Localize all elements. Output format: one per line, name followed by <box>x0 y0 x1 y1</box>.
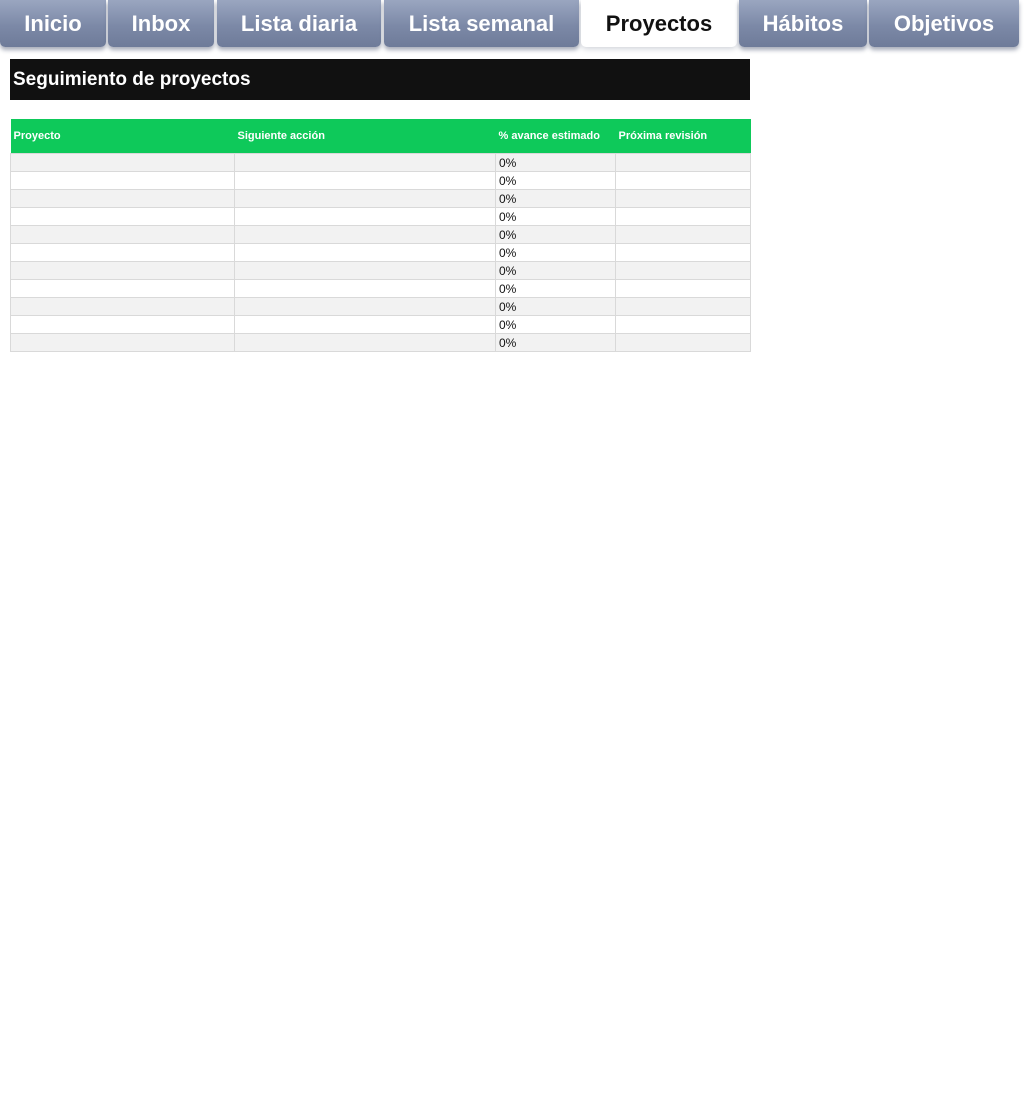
cell-avance[interactable]: 0% <box>496 334 616 352</box>
cell-proyecto[interactable] <box>11 226 235 244</box>
header-siguiente-accion: Siguiente acción <box>235 119 496 154</box>
table-row <box>11 208 751 226</box>
cell-proyecto[interactable] <box>11 244 235 262</box>
cell-proxima-revision[interactable] <box>616 208 751 226</box>
page-title: Seguimiento de proyectos <box>10 59 750 100</box>
tab-bar <box>0 0 1024 50</box>
cell-proxima-revision[interactable] <box>616 298 751 316</box>
table-row <box>11 298 751 316</box>
cell-proyecto[interactable] <box>11 298 235 316</box>
cell-proyecto[interactable] <box>11 172 235 190</box>
table-row <box>11 154 751 172</box>
tab-lista-diaria[interactable]: Lista diaria <box>217 0 381 47</box>
table-row <box>11 334 751 352</box>
tab-lista-semanal[interactable]: Lista semanal <box>384 0 579 47</box>
cell-proxima-revision[interactable] <box>616 334 751 352</box>
table-row <box>11 244 751 262</box>
cell-siguiente-accion[interactable] <box>235 334 496 352</box>
cell-siguiente-accion[interactable] <box>235 208 496 226</box>
header-proxima-revision: Próxima revisión <box>616 119 751 154</box>
cell-avance[interactable]: 0% <box>496 316 616 334</box>
cell-proyecto[interactable] <box>11 208 235 226</box>
cell-proxima-revision[interactable] <box>616 244 751 262</box>
cell-proxima-revision[interactable] <box>616 316 751 334</box>
cell-siguiente-accion[interactable] <box>235 226 496 244</box>
table-row <box>11 172 751 190</box>
cell-avance[interactable]: 0% <box>496 298 616 316</box>
cell-avance[interactable]: 0% <box>496 226 616 244</box>
cell-siguiente-accion[interactable] <box>235 190 496 208</box>
cell-siguiente-accion[interactable] <box>235 154 496 172</box>
tab-habitos[interactable]: Hábitos <box>739 0 867 47</box>
table-row <box>11 190 751 208</box>
cell-proyecto[interactable] <box>11 190 235 208</box>
cell-siguiente-accion[interactable] <box>235 172 496 190</box>
table-row <box>11 316 751 334</box>
cell-avance[interactable]: 0% <box>496 172 616 190</box>
cell-avance[interactable]: 0% <box>496 208 616 226</box>
cell-proxima-revision[interactable] <box>616 262 751 280</box>
header-proyecto: Proyecto <box>11 119 235 154</box>
cell-proyecto[interactable] <box>11 262 235 280</box>
cell-siguiente-accion[interactable] <box>235 280 496 298</box>
cell-proxima-revision[interactable] <box>616 280 751 298</box>
cell-avance[interactable]: 0% <box>496 154 616 172</box>
cell-proyecto[interactable] <box>11 154 235 172</box>
cell-avance[interactable]: 0% <box>496 280 616 298</box>
cell-siguiente-accion[interactable] <box>235 244 496 262</box>
header-avance: % avance estimado <box>496 119 616 154</box>
table-row <box>11 280 751 298</box>
tab-objetivos[interactable]: Objetivos <box>869 0 1019 47</box>
cell-proxima-revision[interactable] <box>616 190 751 208</box>
tab-inbox[interactable]: Inbox <box>108 0 214 47</box>
table-header-row <box>11 119 751 154</box>
cell-proxima-revision[interactable] <box>616 154 751 172</box>
cell-siguiente-accion[interactable] <box>235 316 496 334</box>
cell-avance[interactable]: 0% <box>496 262 616 280</box>
table-row <box>11 262 751 280</box>
cell-siguiente-accion[interactable] <box>235 298 496 316</box>
cell-proyecto[interactable] <box>11 334 235 352</box>
cell-proyecto[interactable] <box>11 316 235 334</box>
table-row <box>11 226 751 244</box>
cell-proyecto[interactable] <box>11 280 235 298</box>
cell-proxima-revision[interactable] <box>616 226 751 244</box>
cell-siguiente-accion[interactable] <box>235 262 496 280</box>
cell-avance[interactable]: 0% <box>496 244 616 262</box>
cell-proxima-revision[interactable] <box>616 172 751 190</box>
tab-inicio[interactable]: Inicio <box>0 0 106 47</box>
cell-avance[interactable]: 0% <box>496 190 616 208</box>
projects-table <box>10 119 751 352</box>
tab-proyectos[interactable]: Proyectos <box>581 0 737 47</box>
